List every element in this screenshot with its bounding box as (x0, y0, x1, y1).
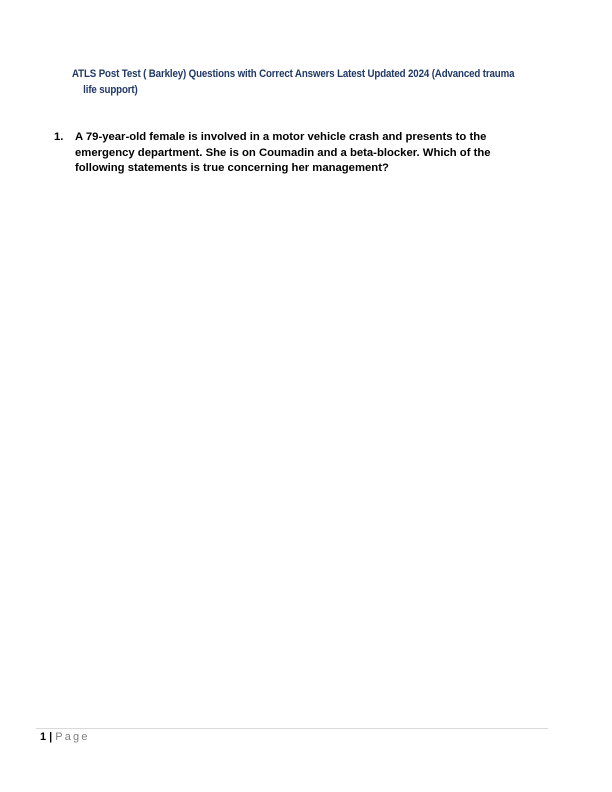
page-number: 1 (40, 731, 47, 743)
document-title-line-2: life support) (83, 83, 138, 96)
question-text-line-3: following statements is true concerning her management? (75, 162, 389, 174)
document-title-line-1: ATLS Post Test ( Barkley) Questions with Correct Answers Latest Updated 2024 (Advanced trauma (72, 68, 515, 80)
question-text-line-1: A 79-year-old female is involved in a motor vehicle crash and presents to the (75, 131, 487, 143)
page-label: Page (55, 731, 90, 743)
question-text-line-2: emergency department. She is on Coumadin and a beta-blocker. Which of the (75, 146, 491, 159)
footer-divider (36, 728, 548, 729)
page-separator: | (49, 731, 53, 743)
question-text (75, 130, 555, 177)
question-number: 1. (54, 131, 64, 143)
page-footer (40, 730, 90, 744)
document-title (72, 67, 550, 98)
